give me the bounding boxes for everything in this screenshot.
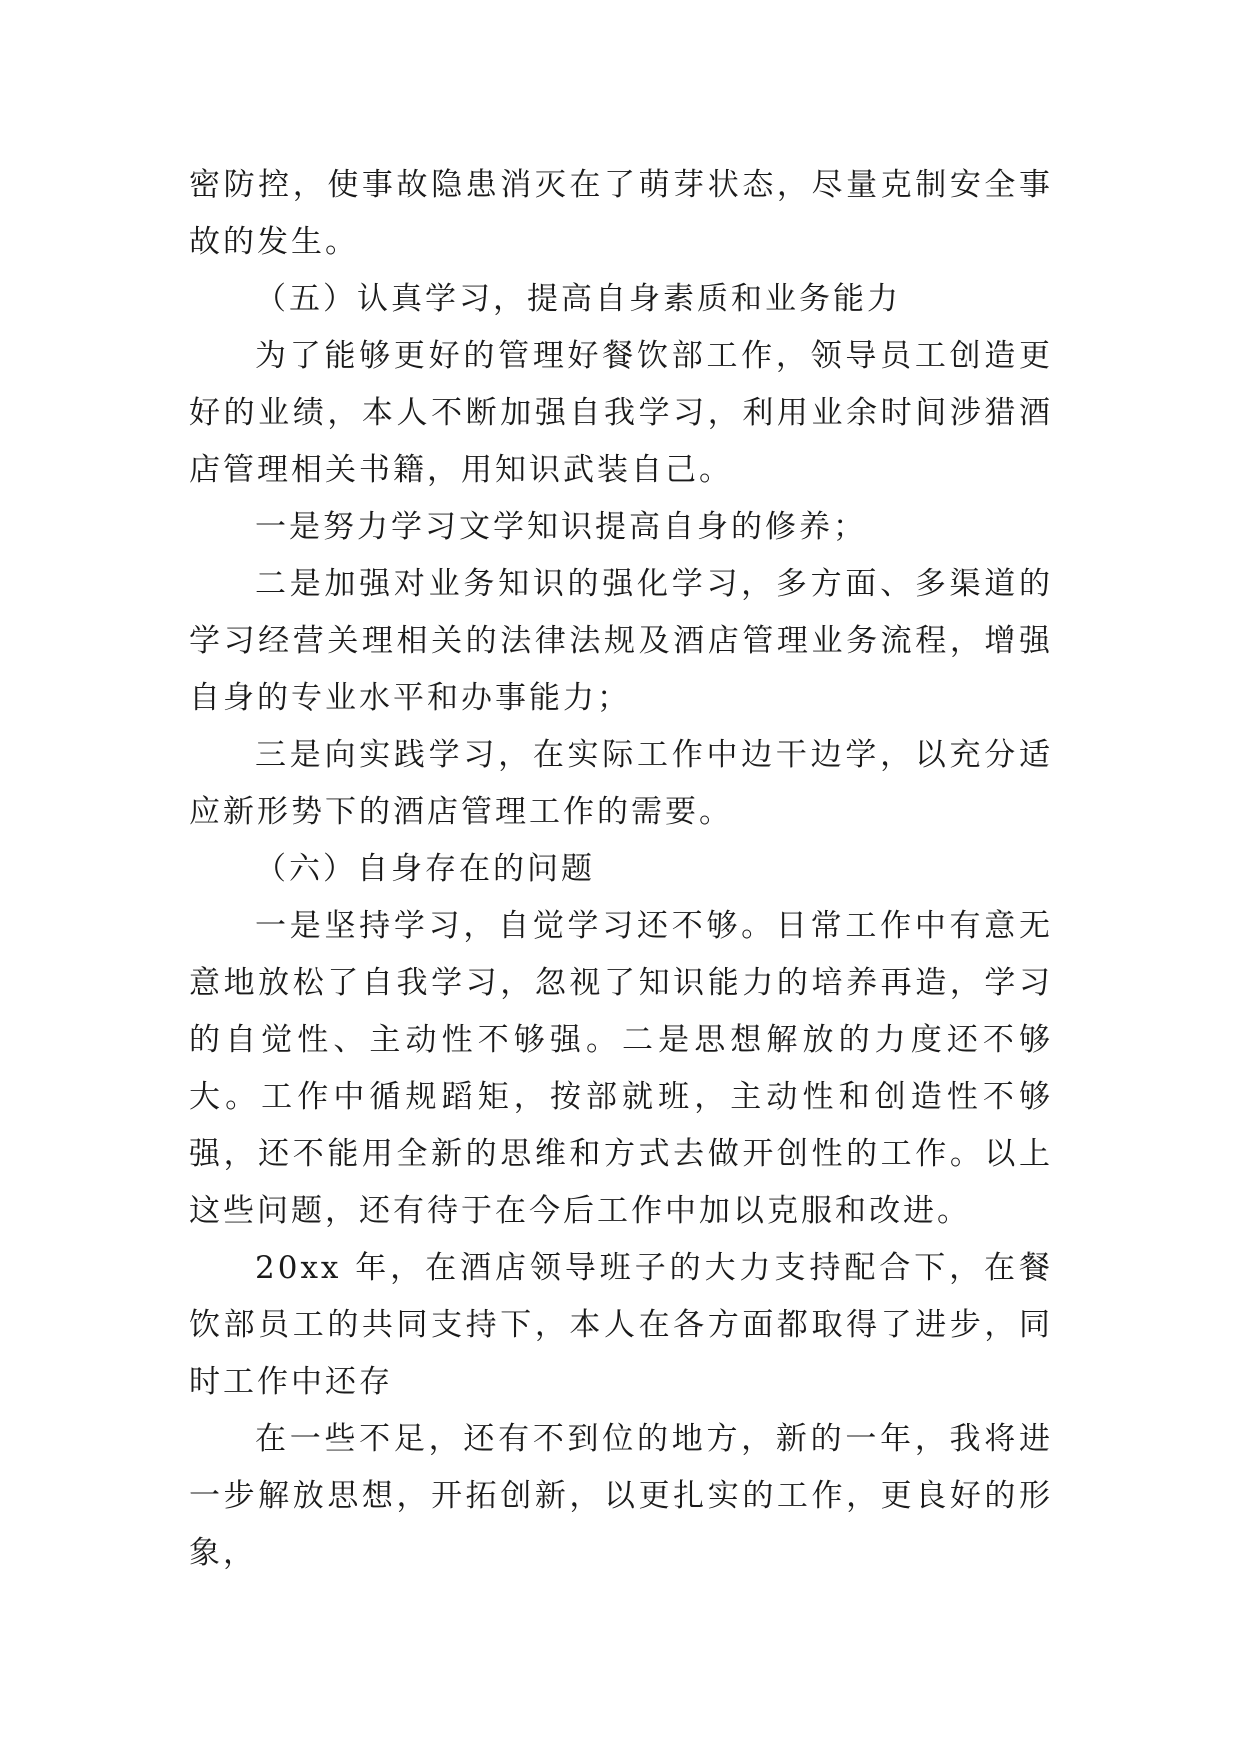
paragraph-point-two: 二是加强对业务知识的强化学习，多方面、多渠道的学习经营关理相关的法律法规及酒店管理业务流程，增强自身的专业水平和办事能力； — [189, 566, 1053, 716]
paragraph-continuation: 密防控，使事故隐患消灭在了萌芽状态，尽量克制安全事故的发生。 — [189, 167, 1053, 260]
paragraph-point-one: 一是努力学习文学知识提高自身的修养； — [255, 509, 867, 545]
paragraph-outlook: 在一些不足，还有不到位的地方，新的一年，我将进一步解放思想，开拓创新，以更扎实的工作，更良好的形象， — [189, 1421, 1053, 1571]
paragraph-point-three: 三是向实践学习，在实际工作中边干边学，以充分适应新形势下的酒店管理工作的需要。 — [189, 737, 1053, 830]
section-heading-five: （五）认真学习，提高自身素质和业务能力 — [255, 281, 901, 317]
paragraph-problems: 一是坚持学习，自觉学习还不够。日常工作中有意无意地放松了自我学习，忽视了知识能力的培养再造，学习的自觉性、主动性不够强。二是思想解放的力度还不够大。工作中循规蹈矩，按部就班，主动性和创造性不够强，还不能用全新的思维和方式去做开创性的工作。以上这些问题，还有待于在今后工作中加以克服和改进。 — [189, 908, 1053, 1229]
paragraph-summary: 20xx 年，在酒店领导班子的大力支持配合下，在餐饮部员工的共同支持下，本人在各方面都取得了进步，同时工作中还存 — [189, 1250, 1053, 1400]
document-body — [189, 157, 1053, 1582]
paragraph-study-intro: 为了能够更好的管理好餐饮部工作，领导员工创造更好的业绩，本人不断加强自我学习，利用业余时间涉猎酒店管理相关书籍，用知识武装自己。 — [189, 338, 1053, 488]
section-heading-six: （六）自身存在的问题 — [255, 851, 595, 887]
